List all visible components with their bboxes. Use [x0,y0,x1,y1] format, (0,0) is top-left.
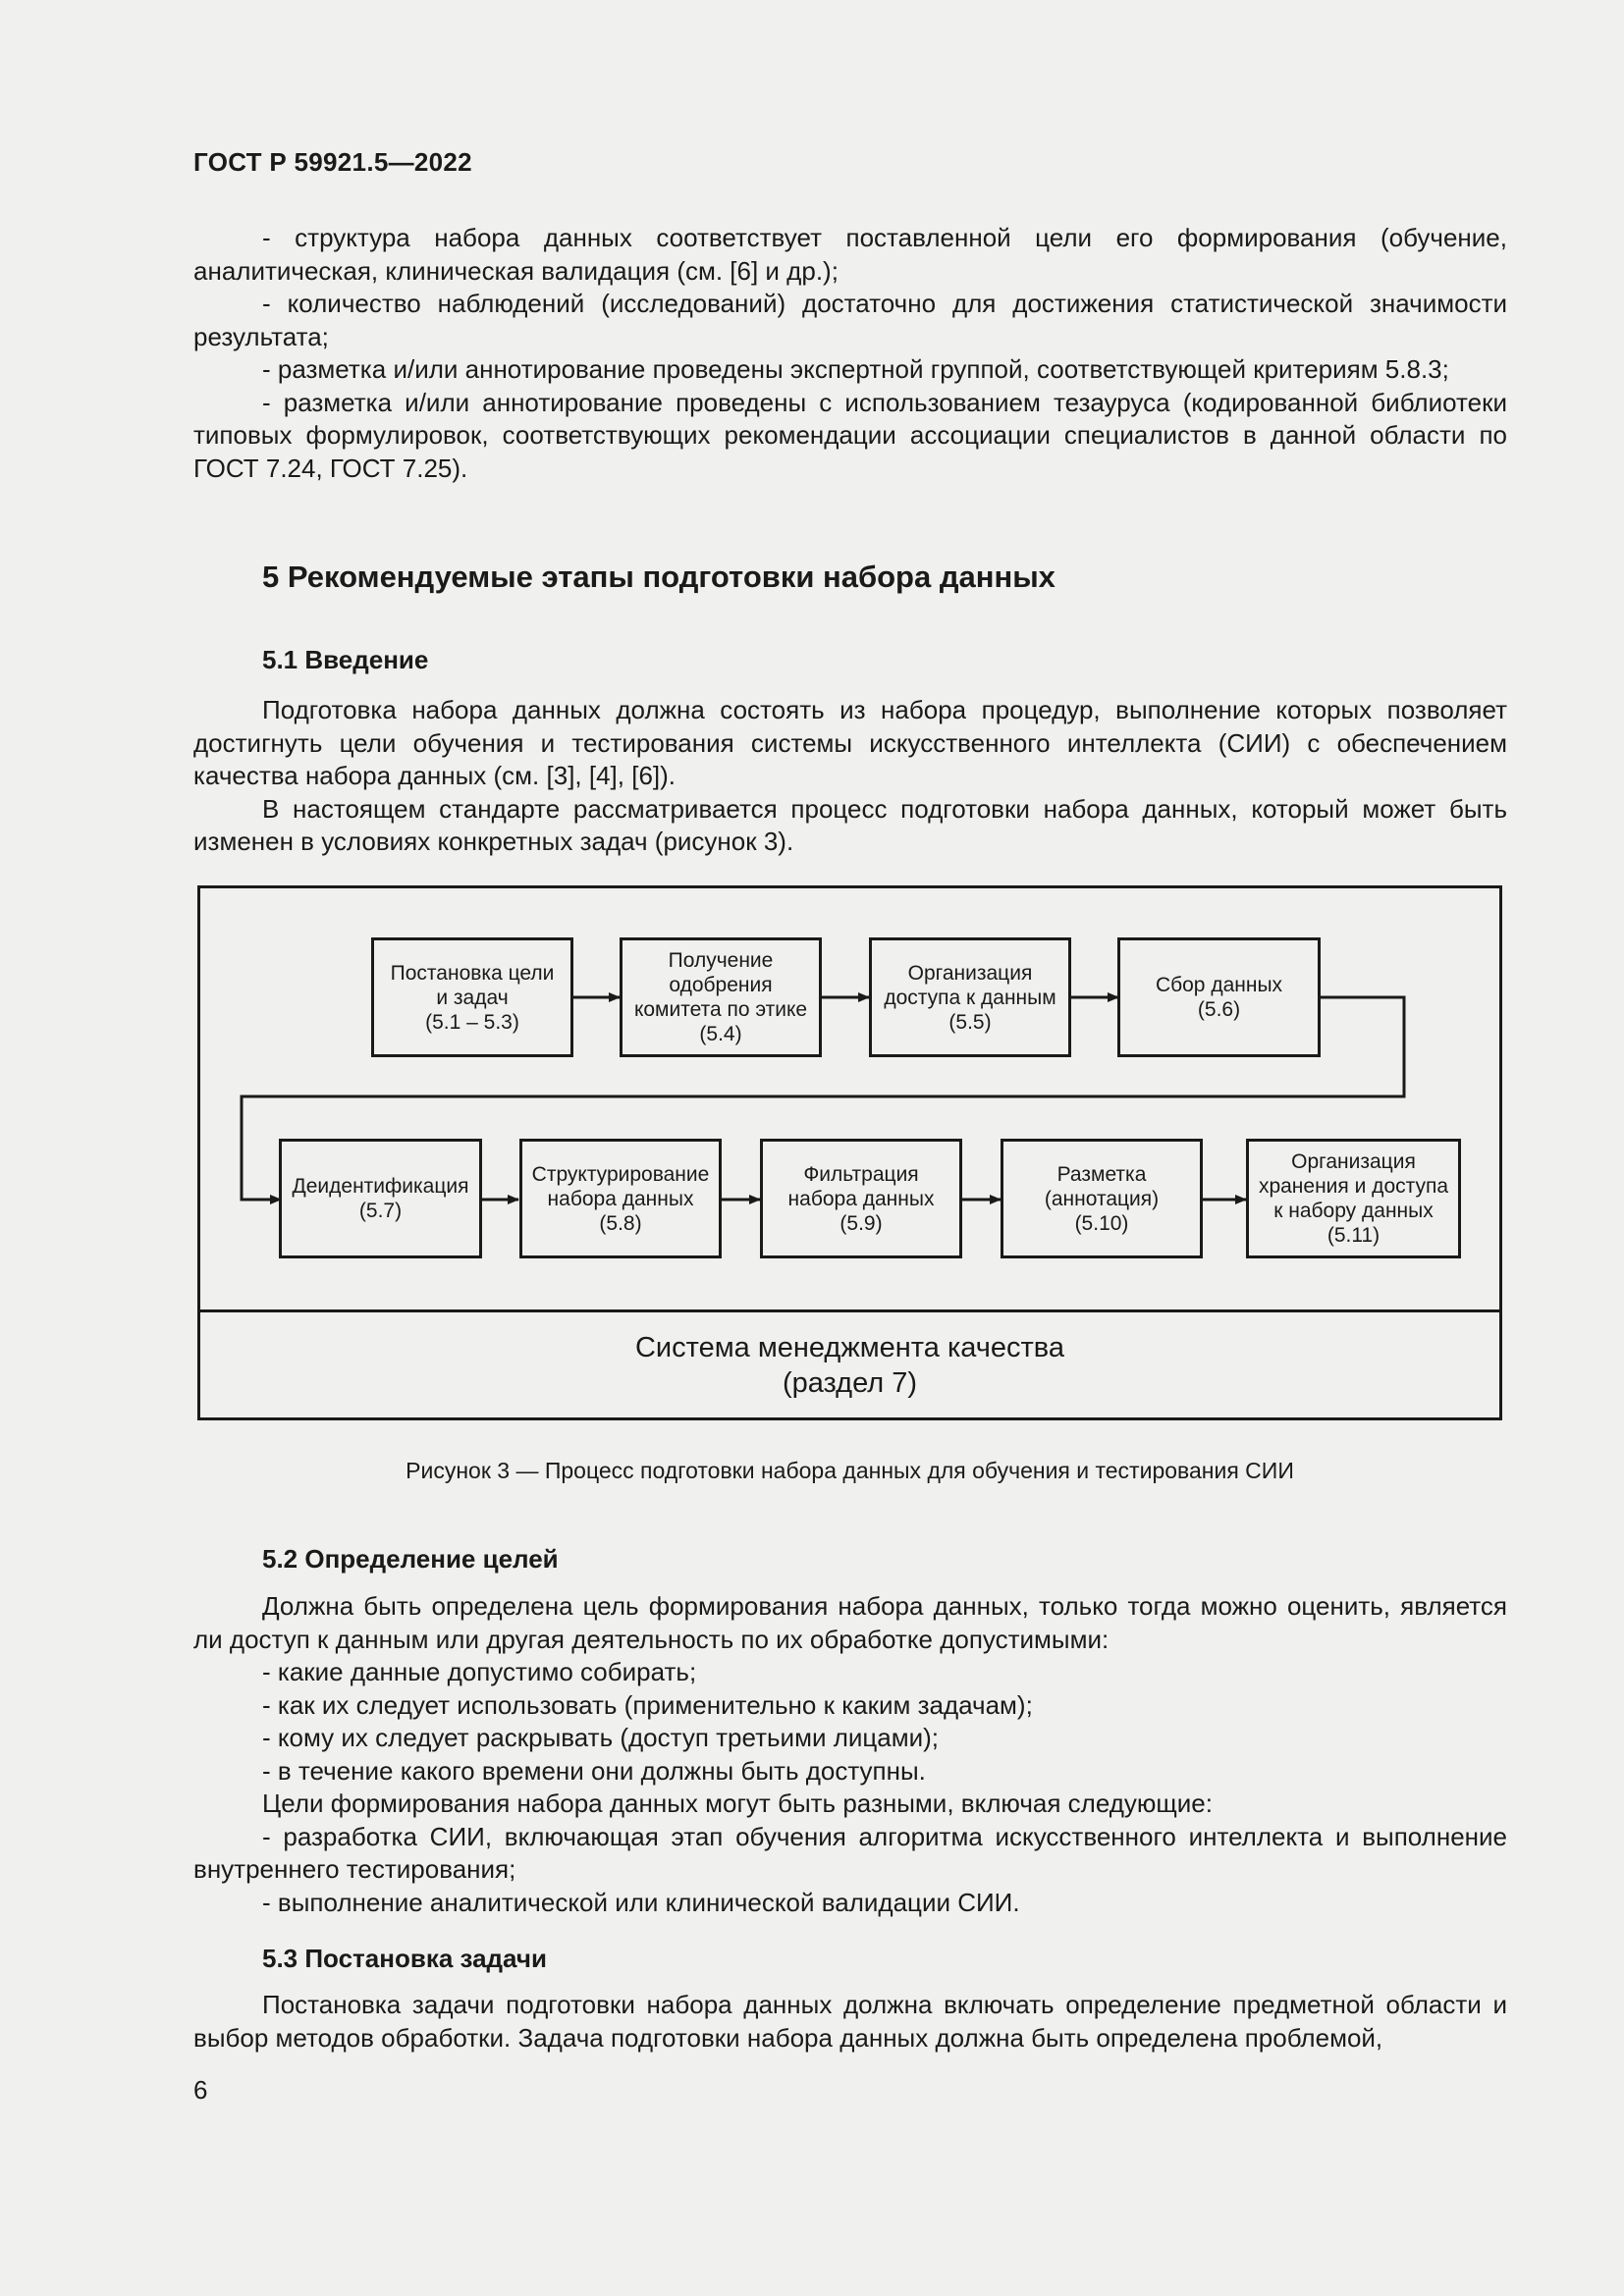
paragraph: Должна быть определена цель формирования набора данных, только тогда можно оценить, является ли доступ к данным или другая деятельность по их обработке допустимыми: [193,1591,1507,1654]
list-item: - разметка и/или аннотирование проведены экспертной группой, соответствующей критериям 5.8.3; [262,354,1449,384]
section-5-3-body [193,1989,1507,2055]
step-goal-setting: Постановка цели и задач (5.1 – 5.3) [371,937,573,1057]
list-item: - выполнение аналитической или клинической валидации СИИ. [262,1887,1020,1917]
paragraph: Цели формирования набора данных могут быть разными, включая следующие: [262,1789,1213,1818]
section-5-1-body [193,694,1507,859]
intro-list [193,222,1507,485]
list-item: - разработка СИИ, включающая этап обучения алгоритма искусственного интеллекта и выполнение внутреннего тестирования; [193,1821,1507,1884]
step-deidentification: Деидентификация (5.7) [279,1139,482,1258]
section-5-2-title: 5.2 Определение целей [262,1544,559,1574]
section-5-title: 5 Рекомендуемые этапы подготовки набора данных [262,560,1056,594]
list-item: - кому их следует раскрывать (доступ третьими лицами); [262,1723,940,1752]
list-item: - разметка и/или аннотирование проведены с использованием тезауруса (кодированной библиотеки типовых формулировок, соответствующих рекомендации ассоциации специалистов в данной области по ГОСТ 7.24, ГОСТ 7.25). [193,387,1507,483]
section-5-1-title: 5.1 Введение [262,645,429,674]
step-filtering: Фильтрация набора данных (5.9) [760,1139,962,1258]
document-code: ГОСТ Р 59921.5—2022 [193,147,472,177]
figure-caption: Рисунок 3 — Процесс подготовки набора данных для обучения и тестирования СИИ [406,1458,1294,1483]
step-data-access: Организация доступа к данным (5.5) [869,937,1071,1057]
step-storage-access: Организация хранения и доступа к набору данных (5.11) [1246,1139,1461,1258]
quality-management-box: Система менеджмента качества (раздел 7) [197,1309,1502,1420]
section-5-2-body [193,1590,1507,1919]
step-structuring: Структурирование набора данных (5.8) [519,1139,722,1258]
page-number: 6 [193,2075,208,2105]
list-item: - какие данные допустимо собирать; [262,1657,697,1686]
list-item: - в течение какого времени они должны быть доступны. [262,1755,926,1786]
list-item: - как их следует использовать (применительно к каким задачам); [262,1689,1033,1720]
step-ethics-approval: Получение одобрения комитета по этике (5.4) [620,937,822,1057]
list-item: - структура набора данных соответствует поставленной цели его формирования (обучение, аналитическая, клиническая валидация (см. [6] и др.); [193,223,1507,286]
paragraph: В настоящем стандарте рассматривается процесс подготовки набора данных, который может быть изменен в условиях конкретных задач (рисунок 3). [193,793,1507,856]
step-data-collection: Сбор данных (5.6) [1117,937,1321,1057]
section-5-3-title: 5.3 Постановка задачи [262,1944,547,1973]
list-item: - количество наблюдений (исследований) достаточно для достижения статистической значимости результата; [193,289,1507,351]
step-annotation: Разметка (аннотация) (5.10) [1001,1139,1203,1258]
paragraph: Подготовка набора данных должна состоять из набора процедур, выполнение которых позволяет достигнуть цели обучения и тестирования системы искусственного интеллекта (СИИ) с обеспечением качества набора данных (см. [3], [4], [6]). [193,695,1507,790]
paragraph: Постановка задачи подготовки набора данных должна включать определение предметной области и выбор методов обработки. Задача подготовки набора данных должна быть определена проблемой, [193,1990,1507,2053]
